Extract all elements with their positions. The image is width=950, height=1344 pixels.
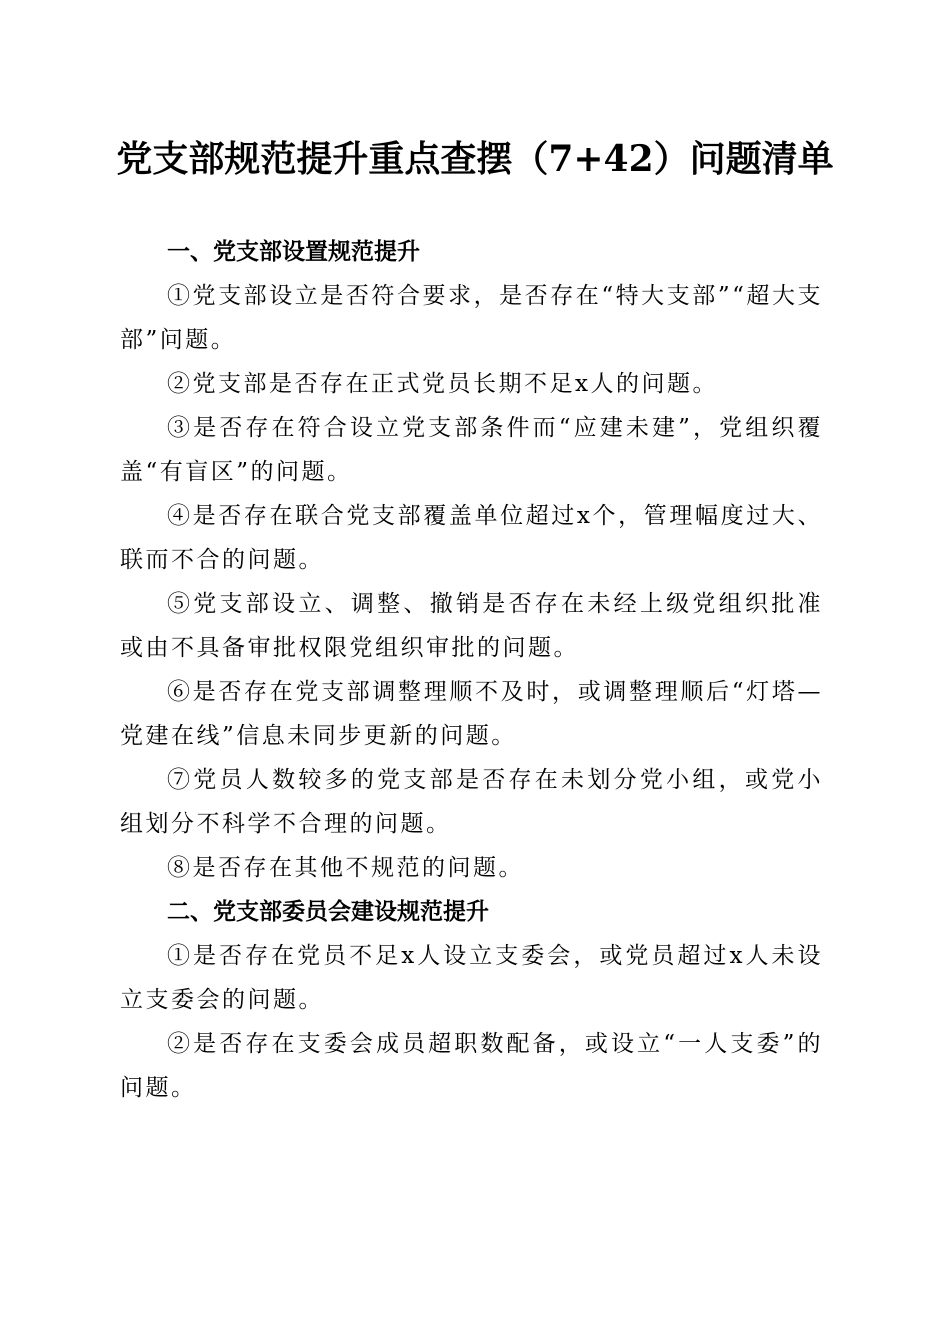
section-heading: 二、党支部委员会建设规范提升 (167, 899, 489, 925)
document-body (120, 230, 823, 1110)
list-item: ⑦党员人数较多的党支部是否存在未划分党小组，或党小组划分不科学不合理的问题。 (120, 767, 823, 837)
section-heading: 一、党支部设置规范提升 (167, 239, 420, 265)
list-item: ①是否存在党员不足x人设立支委会，或党员超过x人未设立支委会的问题。 (120, 943, 823, 1013)
list-item: ②党支部是否存在正式党员长期不足x人的问题。 (167, 371, 718, 397)
document-title: 党支部规范提升重点查摆（7+42）问题清单 (116, 138, 834, 180)
list-item: ②是否存在支委会成员超职数配备，或设立“一人支委”的问题。 (120, 1031, 823, 1101)
list-item: ⑥是否存在党支部调整理顺不及时，或调整理顺后“灯塔—党建在线”信息未同步更新的问题。 (120, 679, 823, 749)
list-item: ④是否存在联合党支部覆盖单位超过x个，管理幅度过大、联而不合的问题。 (120, 503, 823, 573)
list-item: ⑧是否存在其他不规范的问题。 (167, 855, 524, 881)
list-item: ⑤党支部设立、调整、撤销是否存在未经上级党组织批准或由不具备审批权限党组织审批的问题。 (120, 591, 823, 661)
list-item: ③是否存在符合设立党支部条件而“应建未建”，党组织覆盖“有盲区”的问题。 (120, 415, 823, 485)
list-item: ①党支部设立是否符合要求，是否存在“特大支部”“超大支部”问题。 (120, 283, 823, 353)
